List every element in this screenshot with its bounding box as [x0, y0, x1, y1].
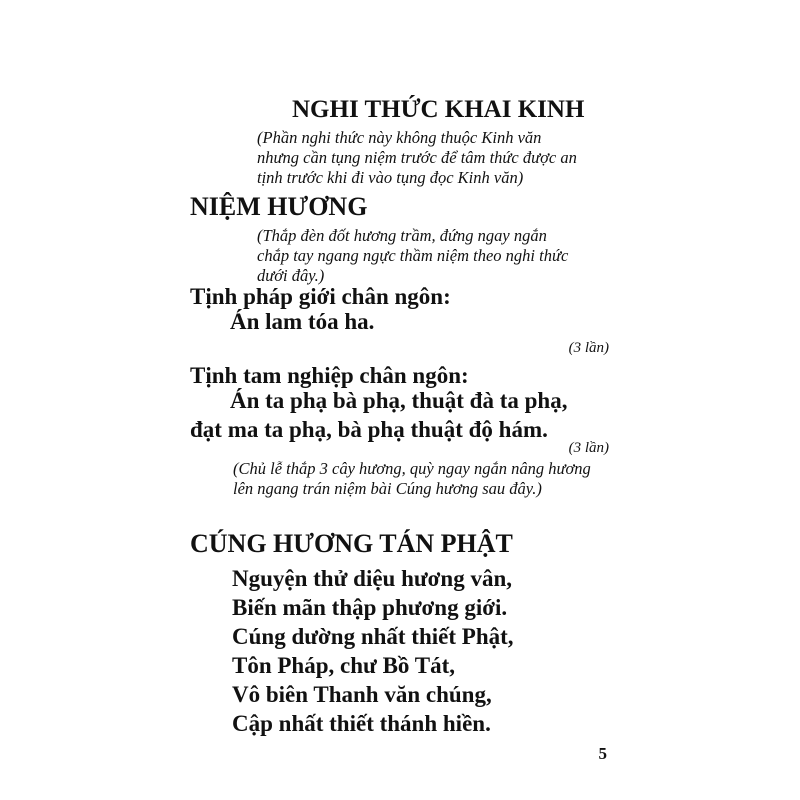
intro-note-line: tịnh trước khi đi vào tụng đọc Kinh văn): [257, 168, 524, 187]
tinh-tam-nghiep-label: Tịnh tam nghiệp chân ngôn:: [190, 363, 469, 388]
verse-line: Tôn Pháp, chư Bồ Tát,: [232, 653, 455, 678]
page-title: NGHI THỨC KHAI KINH: [292, 96, 585, 123]
verse-line: Cúng dường nhất thiết Phật,: [232, 624, 514, 649]
page-number: 5: [598, 744, 607, 763]
niem-huong-note-line: dưới đây.): [257, 266, 325, 285]
intro-note-line: (Phần nghi thức này không thuộc Kinh văn: [257, 128, 542, 147]
intro-note-line: nhưng cần tụng niệm trước để tâm thức được an: [257, 148, 577, 167]
cung-huong-instruction-note: [233, 459, 591, 499]
section-heading-niem-huong: NIỆM HƯƠNG: [190, 192, 368, 221]
tinh-tam-nghiep-mantra-line: Án ta phạ bà phạ, thuật đà ta phạ,: [230, 388, 568, 413]
niem-huong-note: [257, 226, 568, 286]
verse-line: Biến mãn thập phương giới.: [232, 595, 508, 620]
repeat-count: (3 lần): [568, 440, 609, 456]
tinh-phap-gioi-mantra: Án lam tóa ha.: [230, 309, 375, 334]
tinh-tam-nghiep-mantra-line: đạt ma ta phạ, bà phạ thuật độ hám.: [190, 417, 548, 442]
niem-huong-note-line: (Thắp đèn đốt hương trầm, đứng ngay ngắn: [257, 226, 547, 245]
section-heading-cung-huong: CÚNG HƯƠNG TÁN PHẬT: [190, 529, 513, 558]
intro-note: [257, 128, 577, 188]
verse-line: Cập nhất thiết thánh hiền.: [232, 711, 491, 736]
tinh-phap-gioi-label: Tịnh pháp giới chân ngôn:: [190, 284, 451, 309]
niem-huong-note-line: chắp tay ngang ngực thầm niệm theo nghi thức: [257, 246, 569, 265]
repeat-count: (3 lần): [568, 340, 609, 356]
verse-block: [232, 564, 514, 738]
verse-line: Nguyện thử diệu hương vân,: [232, 566, 512, 591]
verse-line: Vô biên Thanh văn chúng,: [232, 682, 492, 707]
instruction-note-line: lên ngang trán niệm bài Cúng hương sau đây.): [233, 479, 542, 498]
instruction-note-line: (Chủ lễ thắp 3 cây hương, quỳ ngay ngắn nâng hương: [233, 459, 591, 478]
